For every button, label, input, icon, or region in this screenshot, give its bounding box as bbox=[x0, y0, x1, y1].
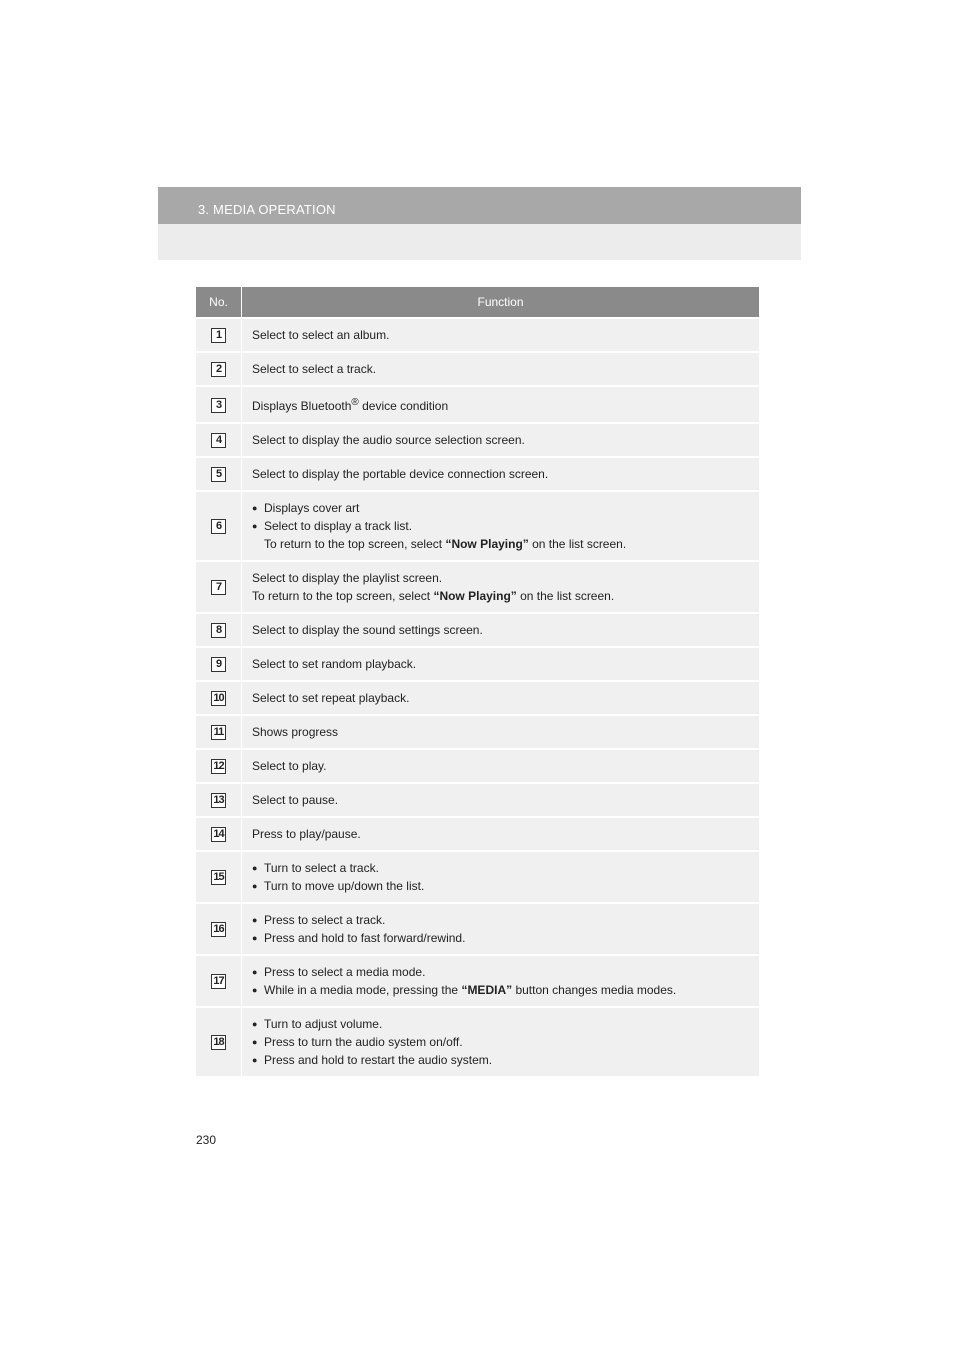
function-text bbox=[242, 850, 759, 902]
bullet-item: ● Turn to select a track. bbox=[252, 859, 749, 877]
item-number-badge: 15 bbox=[211, 870, 226, 885]
table-header-row bbox=[196, 287, 759, 317]
function-text-part: To return to the top screen, select bbox=[264, 537, 446, 551]
button-name: “MEDIA” bbox=[461, 983, 513, 997]
item-number-badge: 5 bbox=[211, 467, 226, 482]
table-row bbox=[196, 816, 759, 850]
function-text bbox=[242, 385, 759, 422]
table-row bbox=[196, 560, 759, 612]
table-row bbox=[196, 317, 759, 351]
item-number-badge: 18 bbox=[211, 1035, 226, 1050]
section-header-bar bbox=[158, 187, 801, 224]
table-row bbox=[196, 1006, 759, 1076]
column-header-no: No. bbox=[196, 287, 242, 317]
bullet-item: ● Select to display a track list. bbox=[252, 517, 749, 535]
function-text: Shows progress bbox=[242, 714, 759, 748]
function-table bbox=[196, 287, 759, 1076]
function-text: Select to display the audio source selection screen. bbox=[242, 422, 759, 456]
function-text-part: on the list screen. bbox=[528, 537, 627, 551]
bullet-item: ● Press to select a track. bbox=[252, 911, 749, 929]
function-text-line bbox=[252, 587, 749, 605]
table-row bbox=[196, 850, 759, 902]
function-text-part: Displays Bluetooth bbox=[252, 399, 352, 413]
function-text: Select to display the portable device connection screen. bbox=[242, 456, 759, 490]
item-number-badge: 10 bbox=[211, 691, 226, 706]
function-text: Select to play. bbox=[242, 748, 759, 782]
section-subheader-band bbox=[158, 224, 801, 260]
table-row bbox=[196, 902, 759, 954]
function-text-line: Select to display the playlist screen. bbox=[252, 571, 443, 585]
item-number-badge: 4 bbox=[211, 433, 226, 448]
function-text: Press to play/pause. bbox=[242, 816, 759, 850]
screen-button-name: “Now Playing” bbox=[433, 589, 517, 603]
function-text: Select to select a track. bbox=[242, 351, 759, 385]
table-row bbox=[196, 612, 759, 646]
table-row bbox=[196, 351, 759, 385]
item-number-badge: 11 bbox=[211, 725, 226, 740]
bullet-item: ● Press to turn the audio system on/off. bbox=[252, 1033, 749, 1051]
item-number-badge: 17 bbox=[211, 974, 226, 989]
bullet-item: ● Turn to adjust volume. bbox=[252, 1015, 749, 1033]
page-number: 230 bbox=[196, 1133, 217, 1147]
item-number-badge: 9 bbox=[211, 657, 226, 672]
column-header-function: Function bbox=[242, 287, 759, 317]
item-number-badge: 2 bbox=[211, 362, 226, 377]
item-number-badge: 3 bbox=[211, 398, 226, 413]
item-number-badge: 13 bbox=[211, 793, 226, 808]
bullet-item: ● Displays cover art bbox=[252, 499, 749, 517]
function-text: Select to display the sound settings screen. bbox=[242, 612, 759, 646]
function-text-part: To return to the top screen, select bbox=[252, 589, 434, 603]
item-number-badge: 8 bbox=[211, 623, 226, 638]
registered-mark: ® bbox=[351, 397, 359, 408]
function-text: Select to select an album. bbox=[242, 317, 759, 351]
table-row bbox=[196, 646, 759, 680]
item-number-badge: 16 bbox=[211, 922, 226, 937]
table-row bbox=[196, 782, 759, 816]
function-text: Select to set repeat playback. bbox=[242, 680, 759, 714]
item-number-badge: 12 bbox=[211, 759, 226, 774]
function-text-part: on the list screen. bbox=[516, 589, 615, 603]
function-text bbox=[242, 490, 759, 560]
table-row bbox=[196, 714, 759, 748]
function-text bbox=[242, 902, 759, 954]
table-row bbox=[196, 456, 759, 490]
item-number-badge: 7 bbox=[211, 580, 226, 595]
function-text bbox=[242, 560, 759, 612]
table-row bbox=[196, 748, 759, 782]
function-text: Select to pause. bbox=[242, 782, 759, 816]
bullet-item: ● Press and hold to fast forward/rewind. bbox=[252, 929, 749, 947]
table-row bbox=[196, 490, 759, 560]
function-text bbox=[242, 1006, 759, 1076]
section-title: 3. MEDIA OPERATION bbox=[198, 202, 336, 217]
bullet-item bbox=[252, 981, 749, 999]
table-row bbox=[196, 385, 759, 422]
bullet-item: ● Press to select a media mode. bbox=[252, 963, 749, 981]
screen-button-name: “Now Playing” bbox=[445, 537, 529, 551]
bullet-item: ● Turn to move up/down the list. bbox=[252, 877, 749, 895]
bullet-subtext bbox=[252, 535, 749, 553]
item-number-badge: 14 bbox=[211, 827, 226, 842]
function-text-part: button changes media modes. bbox=[512, 983, 677, 997]
table-row bbox=[196, 680, 759, 714]
table-row bbox=[196, 954, 759, 1006]
function-text-part: device condition bbox=[358, 399, 449, 413]
function-text-part: While in a media mode, pressing the bbox=[264, 983, 462, 997]
item-number-badge: 6 bbox=[211, 519, 226, 534]
table-row bbox=[196, 422, 759, 456]
bullet-item: ● Press and hold to restart the audio system. bbox=[252, 1051, 749, 1069]
item-number-badge: 1 bbox=[211, 328, 226, 343]
function-text bbox=[242, 954, 759, 1006]
function-text: Select to set random playback. bbox=[242, 646, 759, 680]
